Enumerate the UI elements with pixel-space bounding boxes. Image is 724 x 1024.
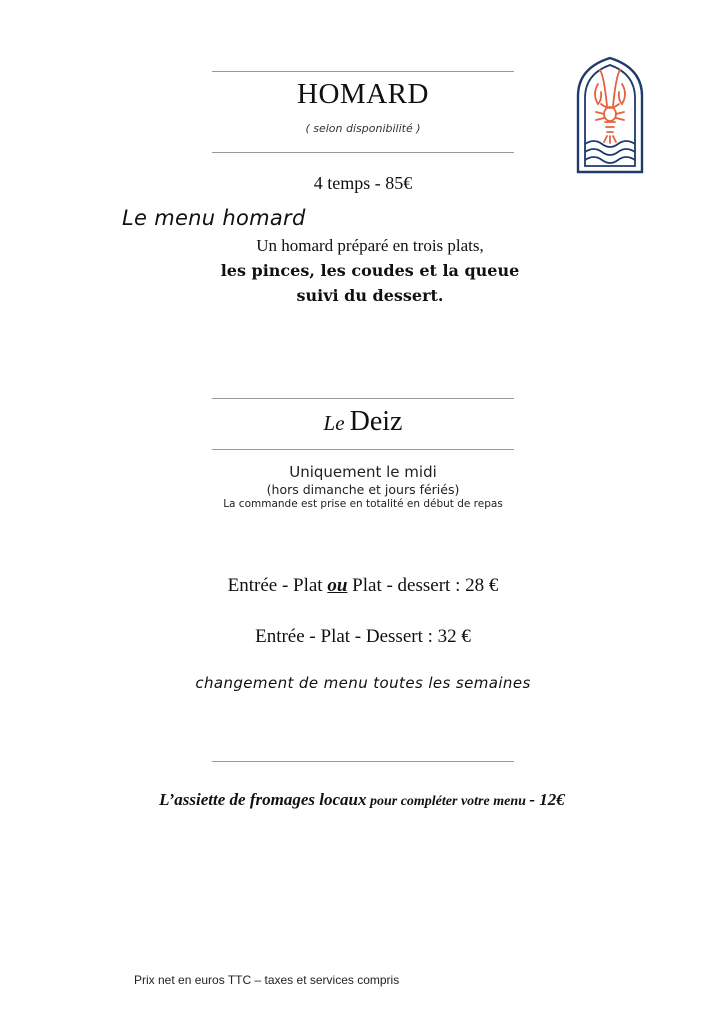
homard-divider [212,152,514,153]
homard-desc-line-3: suivi du dessert. [296,286,444,305]
deiz-option-1 [140,575,586,597]
option-1-or: ou [327,575,348,596]
homard-title: HOMARD [297,78,429,110]
lobster-window-icon [574,56,646,176]
deiz-order-note: La commande est prise en totalité en début de repas [223,498,503,510]
cheese-label: L’assiette de fromages locaux [159,790,367,809]
top-divider [212,71,514,72]
deiz-exception: (hors dimanche et jours fériés) [266,482,460,497]
deiz-title [212,406,514,438]
availability-note: ( selon disponibilité ) [305,122,421,135]
deiz-title-prefix: Le [323,411,345,435]
cheese-price: - 12€ [529,790,565,809]
deiz-bottom-divider [212,449,514,450]
deiz-option-2: Entrée - Plat - Dessert : 32 € [255,626,471,647]
lobster-window-logo [574,56,646,176]
homard-desc-line-1: Un homard préparé en trois plats, [256,236,484,255]
cheese-desc: pour compléter votre menu [366,794,530,809]
deiz-subtitle: Uniquement le midi [289,463,437,481]
homard-price: 4 temps - 85€ [313,173,413,193]
option-1-part-b: Plat - dessert : 28 € [347,575,499,596]
cheese-divider [212,761,514,762]
homard-desc-line-2: les pinces, les coudes et la queue [220,261,520,280]
footer-note: Prix net en euros TTC – taxes et services compris [134,973,400,987]
menu-homard-heading: Le menu homard [122,206,306,230]
cheese-line [100,790,624,810]
weekly-menu-note: changement de menu toutes les semaines [195,674,531,692]
deiz-title-main: Deiz [349,406,403,437]
deiz-top-divider [212,398,514,399]
option-1-part-a: Entrée - Plat [227,575,328,596]
homard-description [210,233,530,308]
